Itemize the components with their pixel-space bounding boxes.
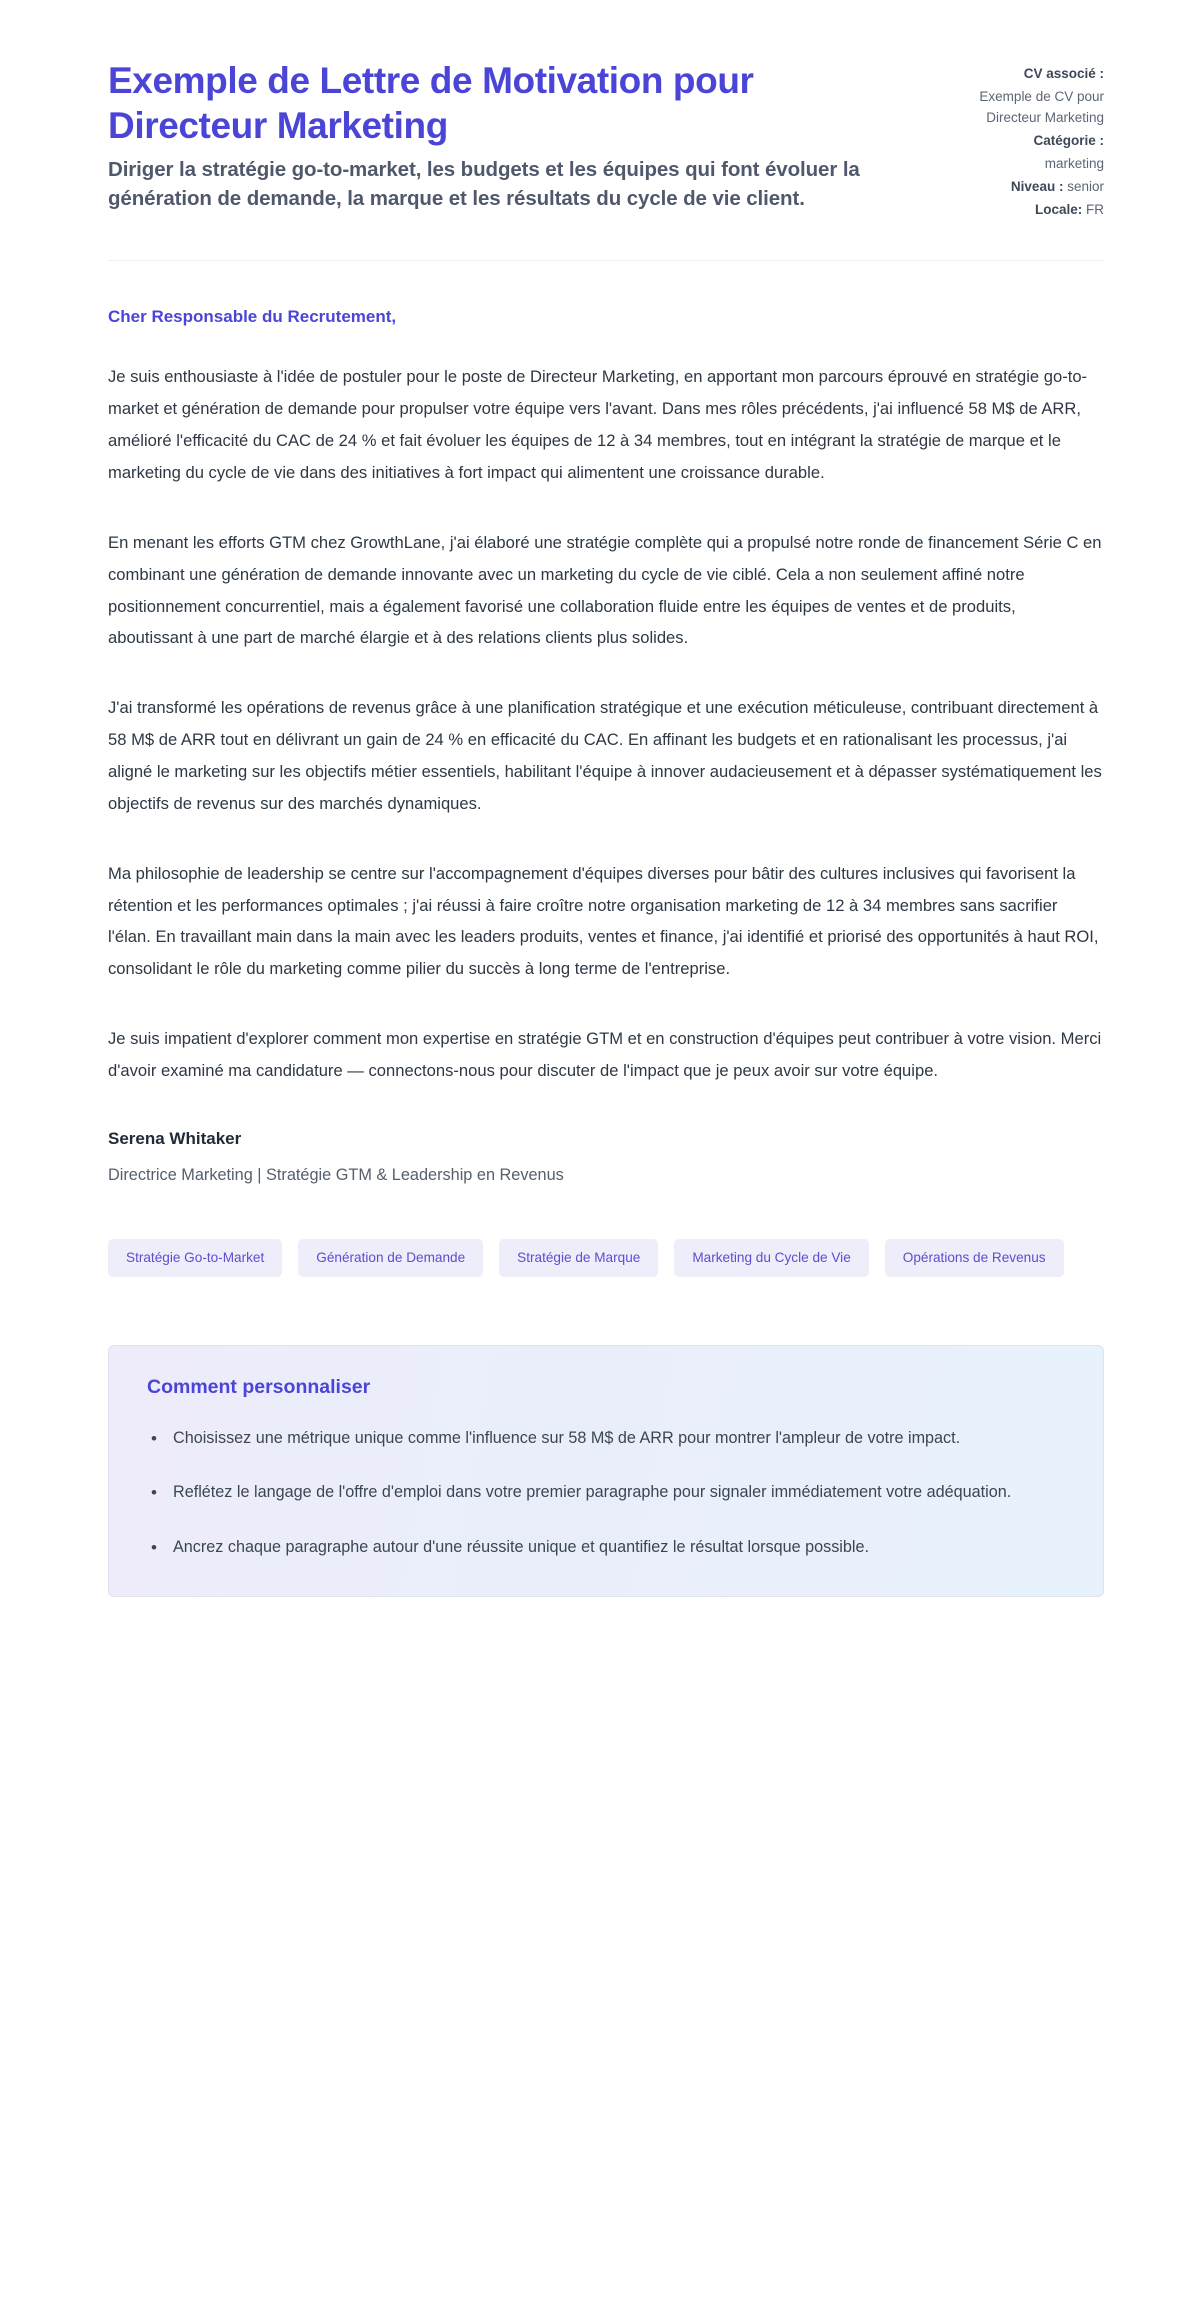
meta-locale [924,200,1104,221]
tag-chip[interactable]: Stratégie de Marque [499,1239,658,1277]
meta-category-label: Catégorie : [1033,132,1104,148]
letter-paragraph: Ma philosophie de leadership se centre sur l'accompagnement d'équipes diverses pour bâtir des cultures inclusives qui favorisent la rétention et les performances optimales ; j'ai réussi à faire croître notre organisation marketing de 12 à 34 membres sans sacrifier l'élan. En travaillant main dans la main avec les leaders produits, ventes et finance, j'ai identifié et priorisé des opportunités à haut ROI, consolidant le rôle du marketing comme pilier du succès à long terme de l'entreprise. [108,863,1099,979]
letter-body [108,261,1104,1187]
meta-level-value: senior [1067,178,1104,194]
meta-locale-value: FR [1086,201,1104,217]
page-header [108,40,1104,222]
meta-linked-resume-value-row [924,87,1104,129]
meta-category [924,131,1104,152]
customization-callout [108,1345,1104,1597]
letter-paragraph: Je suis enthousiaste à l'idée de postuler pour le poste de Directeur Marketing, en apportant mon parcours éprouvé en stratégie go-to-market et génération de demande pour propulser votre équipe vers l'avant. Dans mes rôles précédents, j'ai influencé 58 M$ de ARR, amélioré l'efficacité du CAC de 24 % et fait évoluer les équipes de 12 à 34 membres, tout en intégrant la stratégie de marque et le marketing du cycle de vie dans des initiatives à fort impact qui alimentent une croissance durable. [108,367,1088,483]
meta-category-value-row [924,154,1104,175]
page-title: Exemple de Lettre de Motivation pour Directeur Marketing [108,60,754,147]
list-item: • Choisissez une métrique unique comme l'influence sur 58 M$ de ARR pour montrer l'ampleur de votre impact. [147,1423,1065,1453]
tag-list [108,1239,1104,1277]
callout-title: Comment personnaliser [147,1375,371,1398]
callout-list [147,1423,1065,1562]
meta-level [924,177,1104,198]
document-metadata [924,58,1104,222]
tag-chip[interactable]: Opérations de Revenus [885,1239,1064,1277]
letter-paragraph: En menant les efforts GTM chez GrowthLane, j'ai élaboré une stratégie complète qui a propulsé notre ronde de financement Série C en combinant une génération de demande innovante avec un marketing du cycle de vie ciblé. Cela a non seulement affiné notre positionnement concurrentiel, mais a également favorisé une collaboration fluide entre les équipes de ventes et de produits, aboutissant à une part de marché élargie et à des relations clients plus solides. [108,532,1102,648]
tag-chip[interactable]: Stratégie Go-to-Market [108,1239,282,1277]
meta-linked-resume-label: CV associé : [1023,66,1104,81]
tag-chip[interactable]: Marketing du Cycle de Vie [674,1239,868,1277]
meta-linked-resume [924,64,1104,85]
letter-paragraph: J'ai transformé les opérations de revenus grâce à une planification stratégique et une exécution méticuleuse, contribuant directement à 58 M$ de ARR tout en délivrant un gain de 24 % en efficacité du CAC. En affinant les budgets et en rationalisant les processus, j'ai aligné le marketing sur les objectifs métier essentiels, habilitant l'équipe à innover audacieusement et à dépasser systématiquement les objectifs de revenus sur des marchés dynamiques. [108,698,1102,813]
signature-role: Directrice Marketing | Stratégie GTM & Leadership en Revenus [108,1165,564,1184]
tag-chip[interactable]: Génération de Demande [298,1239,483,1277]
page-subtitle: Diriger la stratégie go-to-market, les budgets et les équipes qui font évoluer la génération de demande, la marque et les résultats du cycle de vie client. [108,158,860,210]
meta-level-label: Niveau : [1010,178,1064,194]
letter-signature [108,1129,1104,1187]
meta-locale-label: Locale: [1034,201,1083,217]
list-item: • Ancrez chaque paragraphe autour d'une réussite unique et quantifiez le résultat lorsque possible. [147,1532,1065,1562]
list-item: • Reflétez le langage de l'offre d'emploi dans votre premier paragraphe pour signaler immédiatement votre adéquation. [147,1477,1065,1507]
meta-linked-resume-value: Exemple de CV pour Directeur Marketing [979,88,1104,125]
letter-salutation: Cher Responsable du Recrutement, [108,307,397,327]
header-title-block [108,58,868,214]
letter-paragraph: Je suis impatient d'explorer comment mon expertise en stratégie GTM et en construction d'équipes peut contribuer à votre vision. Merci d'avoir examiné ma candidature — connectons-nous pour discuter de l'impact que je peux avoir sur votre équipe. [108,1029,1102,1081]
meta-category-value: marketing [1044,155,1104,171]
signature-name: Serena Whitaker [108,1128,242,1148]
